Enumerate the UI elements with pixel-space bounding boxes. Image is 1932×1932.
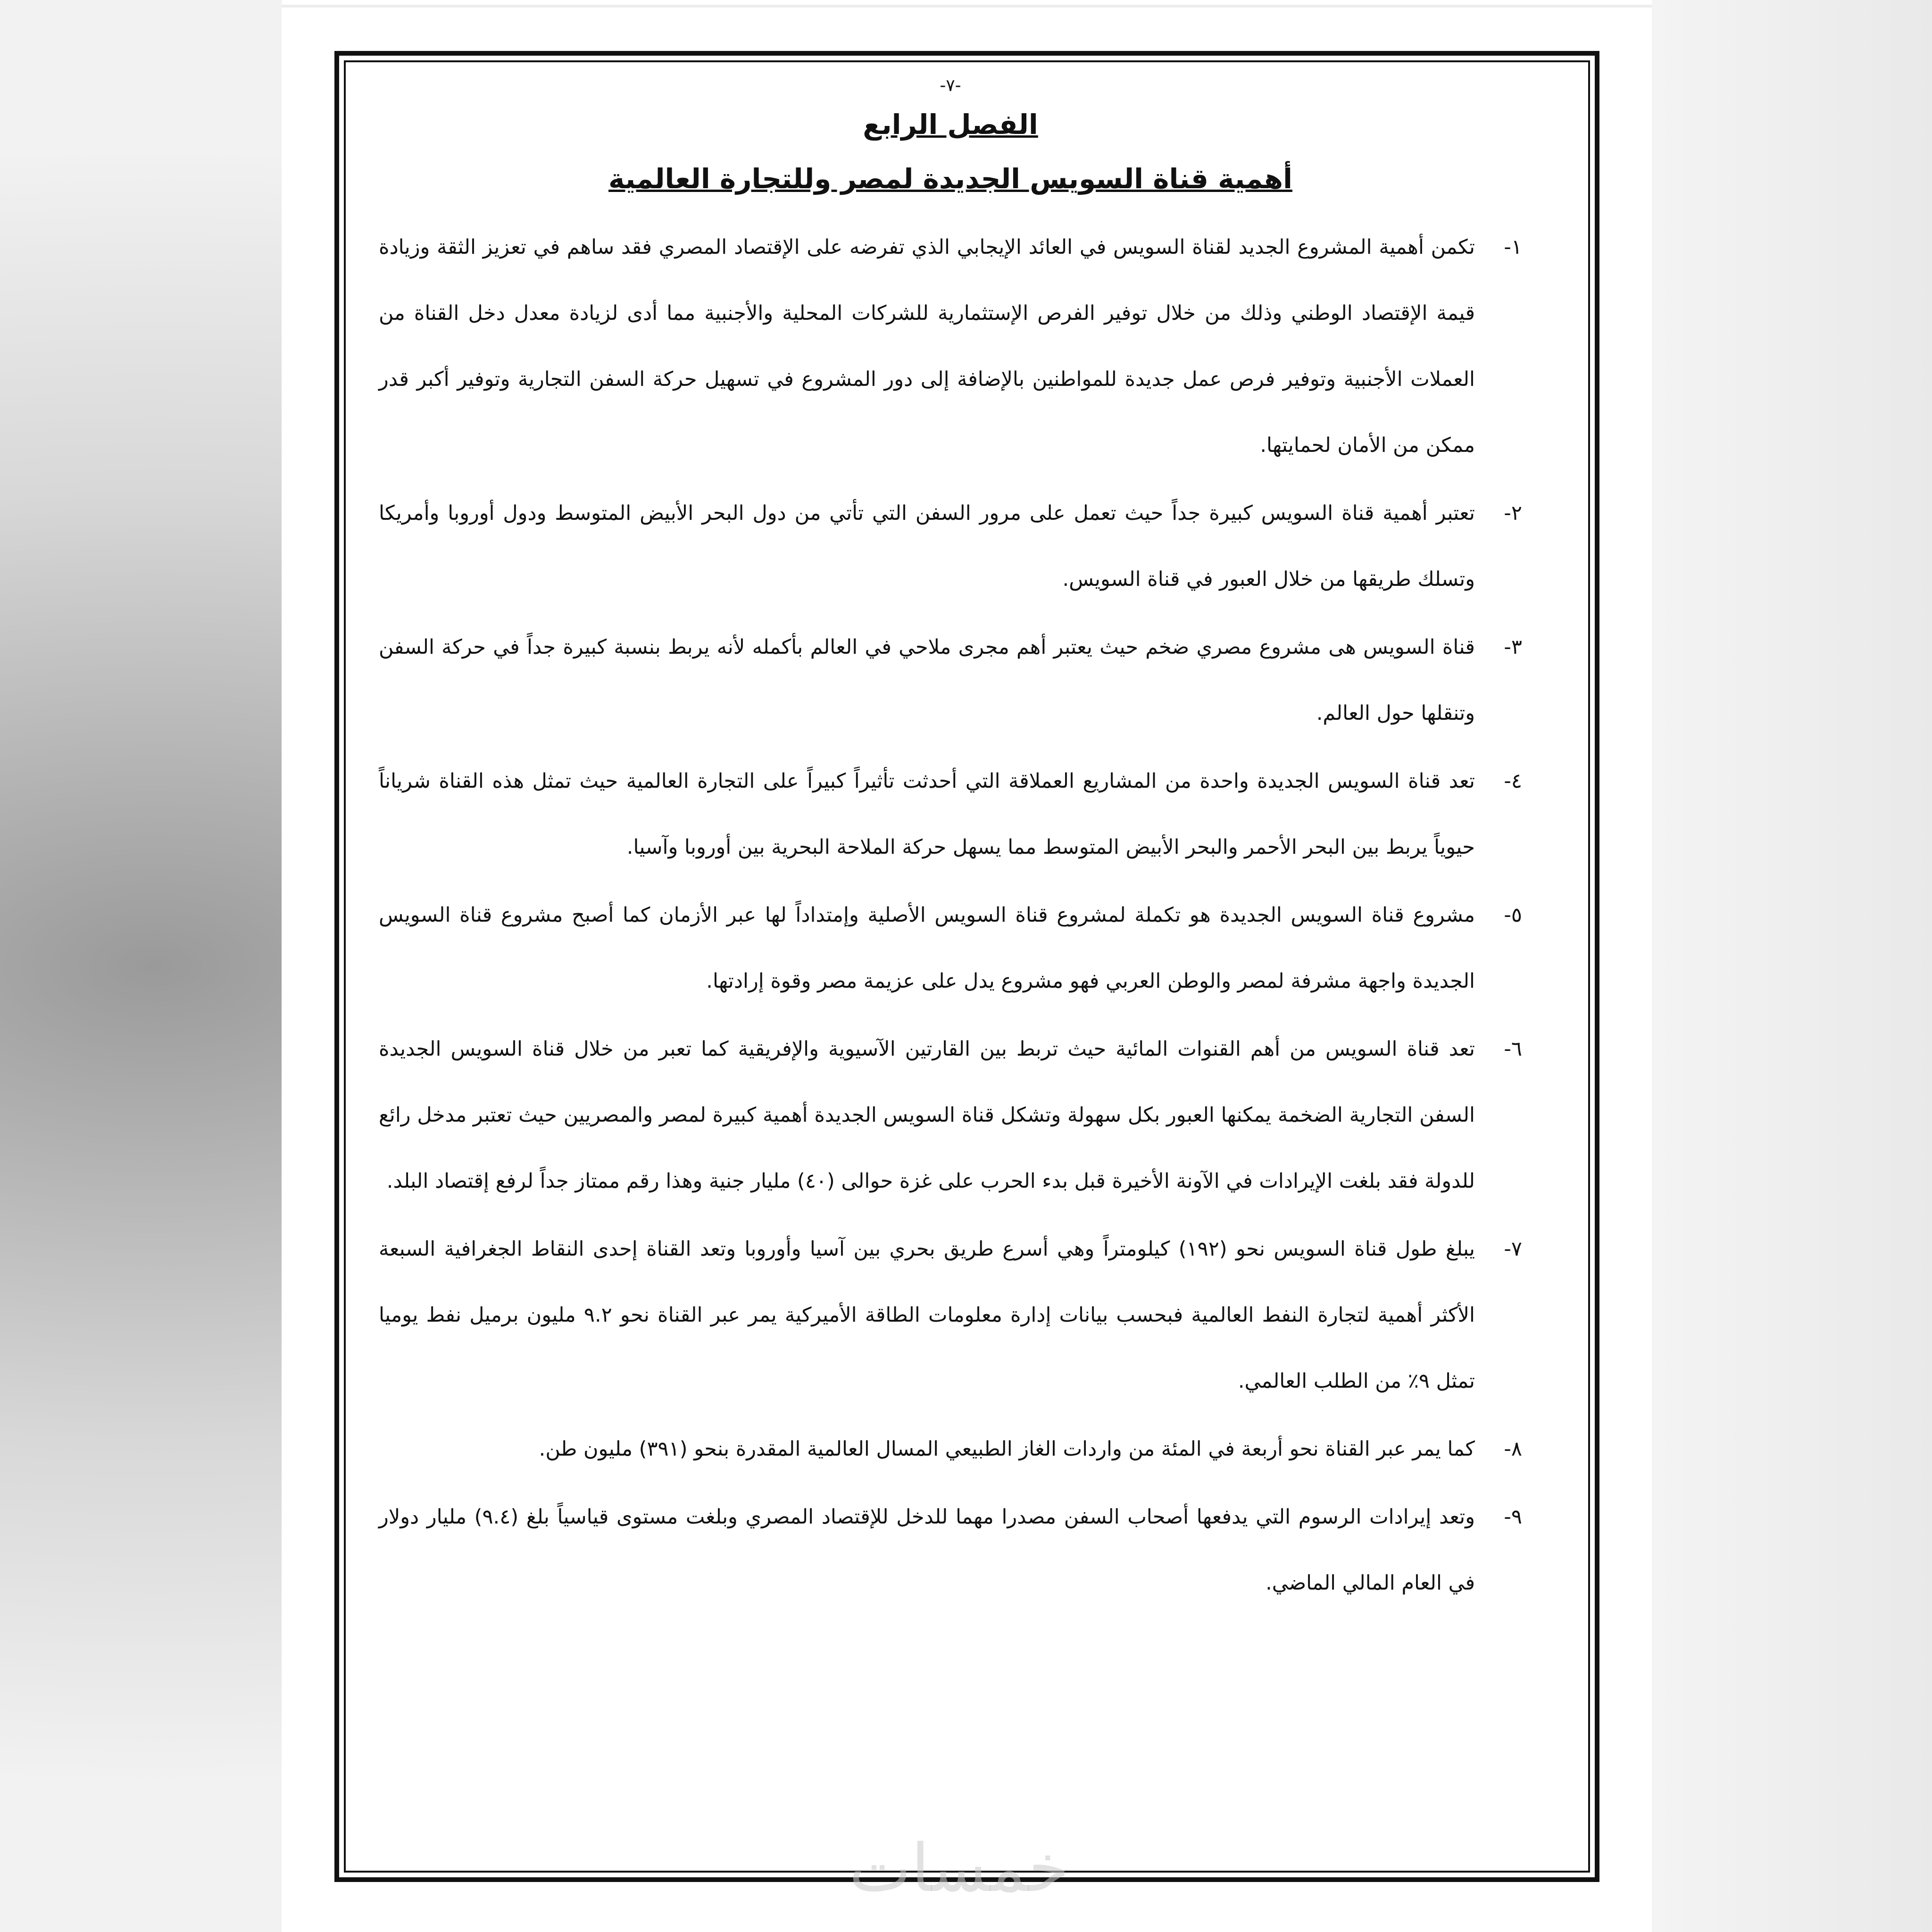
item-text: كما يمر عبر القناة نحو أربعة في المئة من واردات الغاز الطبيعي المسال العالمية المقدرة بنحو (٣٩١) مليون طن. [539, 1437, 1475, 1461]
item-text: وتعد إيرادات الرسوم التي يدفعها أصحاب السفن مصدرا مهما للدخل للإقتصاد المصري وبلغت مستوى قياسياً بلغ (٩.٤) مليار دولار في العام المالي الماضي. [379, 1505, 1475, 1595]
list-item [379, 480, 1522, 612]
item-number: ٥- [1504, 903, 1522, 927]
list-item [379, 748, 1522, 880]
item-number: ٤- [1504, 769, 1522, 793]
item-number: ٩- [1504, 1505, 1522, 1529]
chapter-title: الفصل الرابع [863, 108, 1038, 141]
list-item [379, 1484, 1522, 1616]
page-number: -٧- [940, 76, 961, 95]
list-item [379, 614, 1522, 746]
item-number: ٢- [1504, 501, 1522, 525]
item-number: ١- [1504, 235, 1522, 259]
list-item [379, 882, 1522, 1014]
page-border [334, 51, 1599, 1882]
item-number: ٧- [1504, 1237, 1522, 1261]
page-border-inner [344, 60, 1590, 1873]
page-heading: أهمية قناة السويس الجديدة لمصر وللتجارة العالمية [608, 163, 1292, 195]
list-item [379, 1016, 1522, 1214]
item-text: مشروع قناة السويس الجديدة هو تكملة لمشروع قناة السويس الأصلية وإمتداداً لها عبر الأزمان كما أصبح مشروع قناة السويس الجديدة واجهة مشرفة لمصر والوطن العربي فهو مشروع يدل على عزيمة مصر وقوة إرادتها. [379, 903, 1475, 993]
numbered-list [379, 214, 1522, 1616]
item-text: تعد قناة السويس من أهم القنوات المائية حيث تربط بين القارتين الآسيوية والإفريقية كما تعبر من خلال قناة السويس الجديدة السفن التجارية الضخمة يمكنها العبور بكل سهولة وتشكل قناة السويس الجديدة أهمية كبيرة لمصر والمصريين حيث تعتبر مدخل رائع للدولة فقد بلغت الإيرادات في الآونة الأخيرة قبل بدء الحرب على غزة حوالى (٤٠) مليار جنية وهذا رقم ممتاز جداً لرفع إقتصاد البلد. [379, 1037, 1475, 1193]
watermark-logo: خمسات [849, 1830, 1069, 1907]
page-content [379, 76, 1522, 1618]
list-item [379, 214, 1522, 478]
item-text: قناة السويس هى مشروع مصري ضخم حيث يعتبر أهم مجرى ملاحي في العالم بأكمله لأنه يربط بنسبة كبيرة جداً في حركة السفن وتنقلها حول العالم. [379, 635, 1475, 725]
item-number: ٣- [1504, 635, 1522, 659]
item-text: يبلغ طول قناة السويس نحو (١٩٢) كيلومتراً وهي أسرع طريق بحري بين آسيا وأوروبا وتعد القناة إحدى النقاط الجغرافية السبعة الأكثر أهمية لتجارة النفط العالمية فبحسب بيانات إدارة معلومات الطاقة الأميركية يمر عبر القناة نحو ٩.٢ مليون برميل نفط يوميا تمثل ٩٪ من الطلب العالمي. [379, 1237, 1475, 1393]
item-number: ٦- [1504, 1037, 1522, 1061]
list-item [379, 1216, 1522, 1414]
item-text: تكمن أهمية المشروع الجديد لقناة السويس في العائد الإيجابي الذي تفرضه على الإقتصاد المصري فقد ساهم في تعزيز الثقة وزيادة قيمة الإقتصاد الوطني وذلك من خلال توفير الفرص الإستثمارية للشركات المحلية والأجنبية مما أدى لزيادة معدل دخل القناة من العملات الأجنبية وتوفير فرص عمل جديدة للمواطنين بالإضافة إلى دور المشروع في تسهيل حركة السفن التجارية وتوفير أكبر قدر ممكن من الأمان لحمايتها. [379, 235, 1475, 457]
item-text: تعتبر أهمية قناة السويس كبيرة جداً حيث تعمل على مرور السفن التي تأتي من دول البحر الأبيض المتوسط ودول أوروبا وأمريكا وتسلك طريقها من خلال العبور في قناة السويس. [379, 501, 1475, 591]
blurred-background-right [1649, 0, 1932, 1932]
item-number: ٨- [1504, 1437, 1522, 1461]
list-item [379, 1416, 1522, 1482]
document-page [282, 0, 1652, 1932]
item-text: تعد قناة السويس الجديدة واحدة من المشاريع العملاقة التي أحدثت تأثيراً كبيراً على التجارة العالمية حيث تمثل هذه القناة شرياناً حيوياً يربط بين البحر الأحمر والبحر الأبيض المتوسط مما يسهل حركة الملاحة البحرية بين أوروبا وآسيا. [379, 769, 1475, 859]
page-top-divider [282, 5, 1652, 8]
